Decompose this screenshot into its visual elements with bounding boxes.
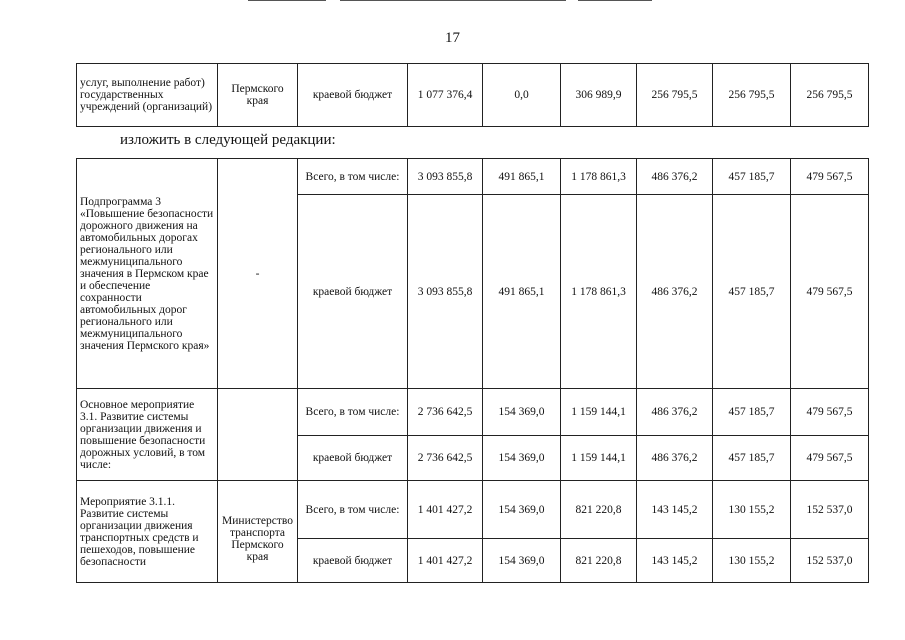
row-name-cell: услуг, выполнение работ) государственных учреждений (организаций) [77,64,218,127]
value-cell: 457 185,7 [713,389,791,436]
page-top-edge-line [248,0,326,1]
value-cell: 154 369,0 [483,481,561,539]
value-cell: 154 369,0 [483,436,561,481]
value-cell: 1 178 861,3 [561,159,637,195]
funding-source-cell: краевой бюджет [298,539,408,583]
value-cell: 256 795,5 [637,64,713,127]
value-cell: 486 376,2 [637,389,713,436]
value-cell: 457 185,7 [713,159,791,195]
value-cell: 821 220,8 [561,539,637,583]
funding-source-cell: краевой бюджет [298,64,408,127]
funding-source-cell: краевой бюджет [298,195,408,389]
value-cell: 1 159 144,1 [561,389,637,436]
value-cell: 130 155,2 [713,481,791,539]
funding-source-cell: краевой бюджет [298,436,408,481]
intro-phrase: изложить в следующей редакции: [120,132,336,148]
value-cell: 154 369,0 [483,389,561,436]
responsible-cell [218,389,298,481]
value-cell: 491 865,1 [483,159,561,195]
table-row [77,159,869,195]
page-number: 17 [445,30,460,46]
page-top-edge-line [340,0,566,1]
value-cell: 143 145,2 [637,539,713,583]
value-cell: 479 567,5 [791,195,869,389]
value-cell: 256 795,5 [713,64,791,127]
value-cell: 486 376,2 [637,159,713,195]
table-row [77,481,869,539]
value-cell: 130 155,2 [713,539,791,583]
value-cell: 821 220,8 [561,481,637,539]
responsible-cell: - [218,159,298,389]
funding-source-cell: Всего, в том числе: [298,159,408,195]
responsible-cell: Пермского края [218,64,298,127]
value-cell: 1 178 861,3 [561,195,637,389]
table-row [77,389,869,436]
subprogram-name-cell: Подпрограмма 3 «Повышение безопасности дорожного движения на автомобильных дорогах регионального или межмуниципального значения в Пермском крае и обеспечение сохранности автомобильных дорог регионального или межмуниципального значения Пермского края» [77,159,218,389]
page-top-edge-line [578,0,652,1]
budget-table [76,158,869,583]
value-cell: 2 736 642,5 [408,389,483,436]
value-cell: 152 537,0 [791,539,869,583]
value-cell: 0,0 [483,64,561,127]
value-cell: 256 795,5 [791,64,869,127]
value-cell: 3 093 855,8 [408,159,483,195]
value-cell: 152 537,0 [791,481,869,539]
responsible-cell: Министерство транспорта Пермского края [218,481,298,583]
activity-name-cell: Мероприятие 3.1.1. Развитие системы организации движения транспортных средств и пешеходов, повышение безопасности [77,481,218,583]
value-cell: 1 401 427,2 [408,539,483,583]
main-activity-name-cell: Основное мероприятие 3.1. Развитие системы организации движения и повышение безопасности дорожных условий, в том числе: [77,389,218,481]
value-cell: 479 567,5 [791,389,869,436]
value-cell: 491 865,1 [483,195,561,389]
previous-row-table [76,63,869,127]
funding-source-cell: Всего, в том числе: [298,389,408,436]
value-cell: 486 376,2 [637,436,713,481]
value-cell: 154 369,0 [483,539,561,583]
funding-source-cell: Всего, в том числе: [298,481,408,539]
value-cell: 457 185,7 [713,195,791,389]
value-cell: 479 567,5 [791,436,869,481]
value-cell: 1 077 376,4 [408,64,483,127]
value-cell: 306 989,9 [561,64,637,127]
value-cell: 2 736 642,5 [408,436,483,481]
value-cell: 486 376,2 [637,195,713,389]
value-cell: 1 159 144,1 [561,436,637,481]
value-cell: 479 567,5 [791,159,869,195]
value-cell: 1 401 427,2 [408,481,483,539]
value-cell: 143 145,2 [637,481,713,539]
value-cell: 457 185,7 [713,436,791,481]
value-cell: 3 093 855,8 [408,195,483,389]
